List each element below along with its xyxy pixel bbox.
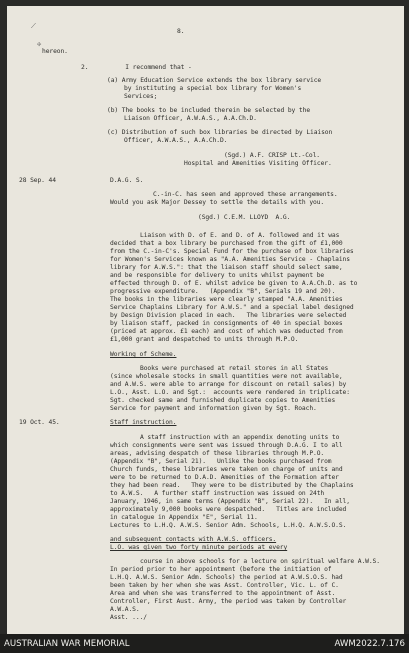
text-line: Controller, First Aust. Army, the period was taken by Controller [110, 598, 347, 605]
text-line: L.H.Q. A.W.S. Senior Adm. Schools) the period at A.W.S.O.S. had [110, 574, 343, 581]
text-line: Officer, A.W.A.S., A.A.Ch.D. [124, 137, 228, 144]
text-line: (a) Army Education Service extends the box library service [107, 77, 322, 84]
text-line: D.A.G. S. [110, 177, 144, 184]
text-line: for Women's Services known as "A.A. Amenities Service - Chaplains [110, 256, 350, 263]
text-line: been taken by her when she was Asst. Controller, Vic. L. of C. [110, 582, 339, 589]
text-line: library for A.W.S.": that the liaison staff should select same, [110, 264, 343, 271]
text-line: by Design Division placed in each. The libraries were selected [110, 312, 347, 319]
text-line: to A.W.S. A further staff instruction was issued on 24th [110, 490, 325, 497]
text-line: by instituting a special box library for Women's [124, 85, 302, 92]
footer-institution: AUSTRALIAN WAR MEMORIAL [4, 639, 130, 649]
signature-line: (Sgd.) C.E.M. LLOYD A.G. [198, 214, 291, 221]
text-line: (Appendix "B", Serial 21). Unlike the books purchased from [110, 458, 332, 465]
section-heading-staff-instruction: Staff instruction. [110, 419, 177, 426]
text-line: hereon. [42, 48, 68, 55]
text-line: areas, advising despatch of these libraries through M.P.O. [110, 450, 325, 457]
text-line: Sgt. checked same and furnished duplicate copies to Amenities [110, 397, 336, 404]
text-line: and A.W.S. were able to arrange for discount on retail sales) by [110, 381, 347, 388]
text-line: L.O., Asst. L.O. and Sgt.: accounts were rendered in triplicate: [110, 389, 350, 396]
section-heading-working-of-scheme: Working of Scheme. [110, 351, 177, 358]
footer-bar [0, 634, 409, 653]
text-line: effected through D. of E. whilst advice be given to A.A.Ch.D. as to [110, 280, 358, 287]
text-line: by liaison staff, packed in consignments of 40 in special boxes [110, 320, 343, 327]
text-line: Service for payment and information given by Sgt. Roach. [110, 405, 317, 412]
text-line: Church funds, these libraries were taken on charge of units and [110, 466, 343, 473]
text-line: Liaison Officer, A.W.A.S., A.A.Ch.D. [124, 115, 257, 122]
signature-line: (Sgd.) A.F. CRISP Lt.-Col. [224, 152, 320, 159]
section-heading-lectures: and subsequent contacts with A.W.S. officers. [110, 536, 277, 543]
text-line: (priced at approx. £1 each) and cost of which was deducted from [110, 328, 343, 335]
text-line: Services; [124, 93, 158, 100]
section-heading-lectures-cont: L.O. was given two forty minute periods at every [110, 544, 288, 551]
date-margin: 28 Sep. 44 [19, 177, 56, 184]
text-line: decided that a box library be purchased from the gift of £1,000 [110, 240, 343, 247]
text-line: Lectures to L.H.Q. A.W.S. Senior Adm. Schools, L.H.Q. A.W.S.O.S. [110, 522, 347, 529]
text-line: (c) Distribution of such box libraries be directed by Liaison [107, 129, 333, 136]
text-line: Would you ask Major Dessey to settle the details with you. [110, 199, 325, 206]
text-line: (b) The books to be included therein be selected by the [107, 107, 311, 114]
text-line: C.-in-C. has seen and approved these arrangements. [153, 191, 338, 198]
text-line: in catalogue in Appendix "E", Serial 11. [110, 514, 258, 521]
text-line: which consignments were sent was issued through D.A.G. I to all [110, 442, 343, 449]
text-line: January, 1946, in same terms (Appendix "B", Serial 22). In all, [110, 498, 350, 505]
text-line: Service Chaplains Library for A.W.S." and a special label designed [110, 304, 354, 311]
date-margin: 19 Oct. 45. [19, 419, 60, 426]
text-line: Area and when she was transferred to the appointment of Asst. [110, 590, 336, 597]
text-line: A staff instruction with an appendix denoting units to [140, 434, 340, 441]
text-line: A.W.A.S. [110, 606, 140, 613]
text-line: £1,000 grant and despatched to units through M.P.O. [110, 336, 299, 343]
text-line: from the C.-in-C's. Special Fund for the purchase of box libraries [110, 248, 354, 255]
text-line: Books were purchased at retail stores in all States [140, 365, 329, 372]
ink-mark: ⟋ [31, 22, 36, 30]
text-line: progressive expenditure. (Appendix "B", Serials 19 and 20). [110, 288, 336, 295]
text-line: and be responsible for delivery to units whilst payment be [110, 272, 325, 279]
text-line: were to be returned to D.A.D. Amenities of the Formation after [110, 474, 339, 481]
text-line: In period prior to her appointment (before the initiation of [110, 566, 332, 573]
text-line: Asst. .../ [110, 614, 147, 621]
signature-title: Hospital and Amenities Visiting Officer. [184, 160, 332, 167]
text-line: approximately 9,000 books were despatched. Titles are included [110, 506, 347, 513]
document-page [7, 6, 404, 634]
text-line: Liaison with D. of E. and D. of A. followed and it was [140, 232, 340, 239]
page-number: 8. [177, 28, 185, 35]
ink-mark: ✢ [37, 40, 42, 48]
text-line: (since wholesale stocks in small quantities were not available, [110, 373, 343, 380]
text-line: The books in the libraries were clearly stamped "A.A. Amenities [110, 296, 343, 303]
text-line: they had been read. They were to be distributed by the Chaplains [110, 482, 354, 489]
text-line: course in above schools for a lecture on spiritual welfare A.W.S. [140, 558, 380, 565]
footer-catalogue-number: AWM2022.7.176 [334, 639, 405, 649]
text-line: 2. I recommend that - [81, 64, 192, 71]
